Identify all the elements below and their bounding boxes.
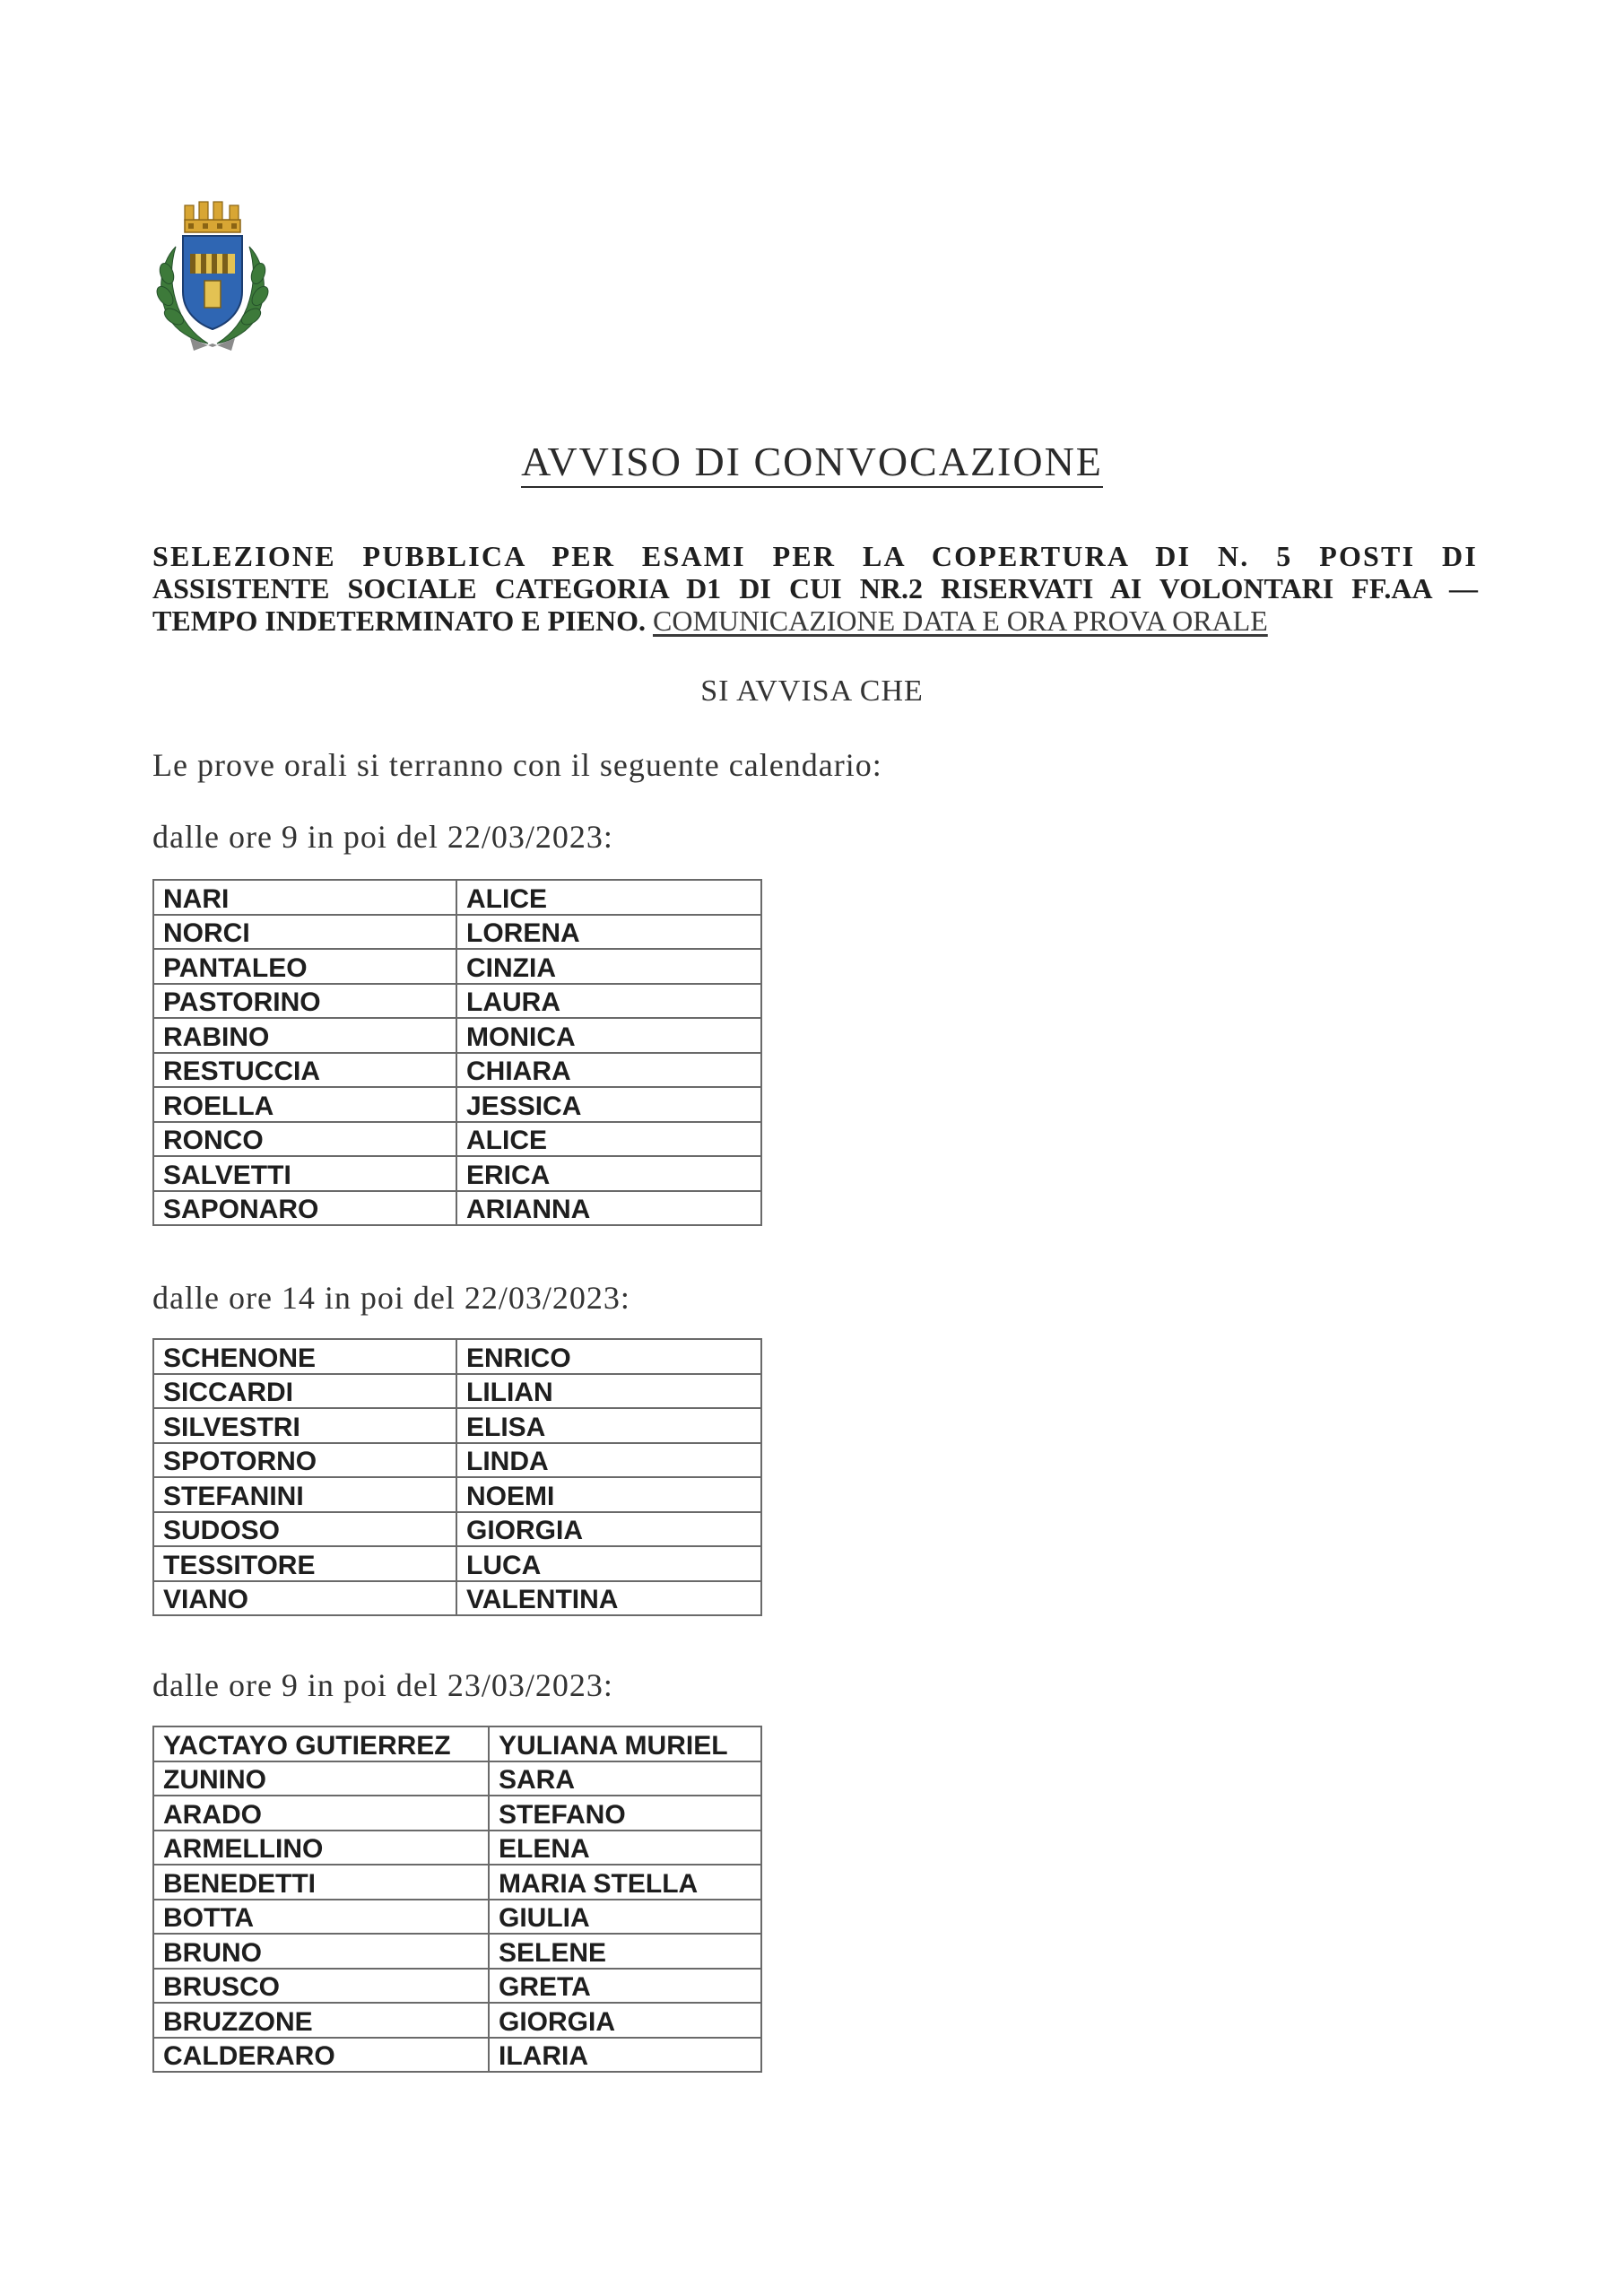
first-name-cell: YULIANA MURIEL xyxy=(489,1726,761,1761)
table-row xyxy=(153,2038,761,2073)
table-row xyxy=(153,1796,761,1831)
first-name-cell: GRETA xyxy=(489,1969,761,2004)
table-body xyxy=(153,1726,761,2072)
first-name-cell: GIORGIA xyxy=(456,1512,761,1547)
surname-cell: VIANO xyxy=(153,1581,456,1616)
surname-cell: ARADO xyxy=(153,1796,489,1831)
first-name-cell: ARIANNA xyxy=(456,1191,761,1226)
table-row xyxy=(153,915,761,950)
table-row xyxy=(153,1865,761,1900)
candidates-table-1 xyxy=(152,879,762,1226)
intro-paragraph: Le prove orali si terranno con il seguente calendario: xyxy=(152,747,882,783)
surname-cell: ROELLA xyxy=(153,1087,456,1122)
surname-cell: BOTTA xyxy=(153,1900,489,1935)
surname-cell: BRUZZONE xyxy=(153,2003,489,2038)
surname-cell: SICCARDI xyxy=(153,1374,456,1409)
table-row xyxy=(153,1934,761,1969)
surname-cell: RABINO xyxy=(153,1018,456,1053)
surname-cell: PANTALEO xyxy=(153,949,456,984)
shield-icon xyxy=(183,236,242,329)
table-row xyxy=(153,1546,761,1581)
table-row xyxy=(153,1477,761,1512)
surname-cell: SPOTORNO xyxy=(153,1443,456,1478)
first-name-cell: STEFANO xyxy=(489,1796,761,1831)
first-name-cell: ELENA xyxy=(489,1831,761,1866)
surname-cell: ZUNINO xyxy=(153,1761,489,1796)
surname-cell: BRUNO xyxy=(153,1934,489,1969)
surname-cell: BENEDETTI xyxy=(153,1865,489,1900)
page-title xyxy=(0,438,1624,485)
surname-cell: RESTUCCIA xyxy=(153,1053,456,1088)
table-row xyxy=(153,949,761,984)
surname-cell: SAPONARO xyxy=(153,1191,456,1226)
first-name-cell: JESSICA xyxy=(456,1087,761,1122)
title-text: AVVISO DI CONVOCAZIONE xyxy=(521,439,1103,488)
surname-cell: SUDOSO xyxy=(153,1512,456,1547)
first-name-cell: MARIA STELLA xyxy=(489,1865,761,1900)
first-name-cell: SELENE xyxy=(489,1934,761,1969)
first-name-cell: GIORGIA xyxy=(489,2003,761,2038)
table-row xyxy=(153,1831,761,1866)
table-row xyxy=(153,1761,761,1796)
table-row xyxy=(153,1726,761,1761)
table-row xyxy=(153,1122,761,1157)
surname-cell: YACTAYO GUTIERREZ xyxy=(153,1726,489,1761)
first-name-cell: GIULIA xyxy=(489,1900,761,1935)
surname-cell: STEFANINI xyxy=(153,1477,456,1512)
surname-cell: SCHENONE xyxy=(153,1339,456,1374)
table-row xyxy=(153,2003,761,2038)
table-row xyxy=(153,1018,761,1053)
notice-heading: SI AVVISA CHE xyxy=(700,674,924,708)
first-name-cell: ERICA xyxy=(456,1156,761,1191)
first-name-cell: ALICE xyxy=(456,1122,761,1157)
candidates-table-3 xyxy=(152,1726,762,2073)
first-name-cell: CINZIA xyxy=(456,949,761,984)
first-name-cell: LORENA xyxy=(456,915,761,950)
table-row xyxy=(153,1443,761,1478)
table-row xyxy=(153,1087,761,1122)
first-name-cell: LILIAN xyxy=(456,1374,761,1409)
subject-block xyxy=(152,540,1478,637)
first-name-cell: LINDA xyxy=(456,1443,761,1478)
table-row xyxy=(153,880,761,915)
table-row xyxy=(153,1408,761,1443)
session-heading-3: dalle ore 9 in poi del 23/03/2023: xyxy=(152,1667,613,1703)
surname-cell: CALDERARO xyxy=(153,2038,489,2073)
first-name-cell: LAURA xyxy=(456,984,761,1019)
session-heading-2: dalle ore 14 in poi del 22/03/2023: xyxy=(152,1280,630,1316)
table-row xyxy=(153,1512,761,1547)
table-body xyxy=(153,880,761,1225)
first-name-cell: SARA xyxy=(489,1761,761,1796)
first-name-cell: ALICE xyxy=(456,880,761,915)
subject-line-3-bold: TEMPO INDETERMINATO E PIENO. xyxy=(152,604,646,637)
surname-cell: TESSITORE xyxy=(153,1546,456,1581)
table-row xyxy=(153,1156,761,1191)
first-name-cell: LUCA xyxy=(456,1546,761,1581)
subject-line-1: SELEZIONE PUBBLICA PER ESAMI PER LA COPERTURA DI N. 5 POSTI DI xyxy=(152,540,1478,572)
surname-cell: SALVETTI xyxy=(153,1156,456,1191)
table-row xyxy=(153,1191,761,1226)
surname-cell: BRUSCO xyxy=(153,1969,489,2004)
surname-cell: NARI xyxy=(153,880,456,915)
first-name-cell: ELISA xyxy=(456,1408,761,1443)
surname-cell: SILVESTRI xyxy=(153,1408,456,1443)
first-name-cell: ENRICO xyxy=(456,1339,761,1374)
first-name-cell: NOEMI xyxy=(456,1477,761,1512)
first-name-cell: CHIARA xyxy=(456,1053,761,1088)
table-row xyxy=(153,1969,761,2004)
subject-line-3 xyxy=(152,604,1478,637)
table-row xyxy=(153,1053,761,1088)
table-row xyxy=(153,1581,761,1616)
surname-cell: ARMELLINO xyxy=(153,1831,489,1866)
crown-icon xyxy=(185,202,240,232)
table-row xyxy=(153,1339,761,1374)
first-name-cell: ILARIA xyxy=(489,2038,761,2073)
table-row xyxy=(153,984,761,1019)
first-name-cell: MONICA xyxy=(456,1018,761,1053)
first-name-cell: VALENTINA xyxy=(456,1581,761,1616)
table-body xyxy=(153,1339,761,1615)
surname-cell: NORCI xyxy=(153,915,456,950)
subject-line-3-underlined: COMUNICAZIONE DATA E ORA PROVA ORALE xyxy=(652,604,1268,637)
table-row xyxy=(153,1900,761,1935)
candidates-table-2 xyxy=(152,1338,762,1616)
table-row xyxy=(153,1374,761,1409)
surname-cell: PASTORINO xyxy=(153,984,456,1019)
subject-line-2: ASSISTENTE SOCIALE CATEGORIA D1 DI CUI NR.2 RISERVATI AI VOLONTARI FF.AA — xyxy=(152,572,1478,604)
session-heading-1: dalle ore 9 in poi del 22/03/2023: xyxy=(152,819,613,855)
coat-of-arms-logo xyxy=(151,193,274,354)
surname-cell: RONCO xyxy=(153,1122,456,1157)
